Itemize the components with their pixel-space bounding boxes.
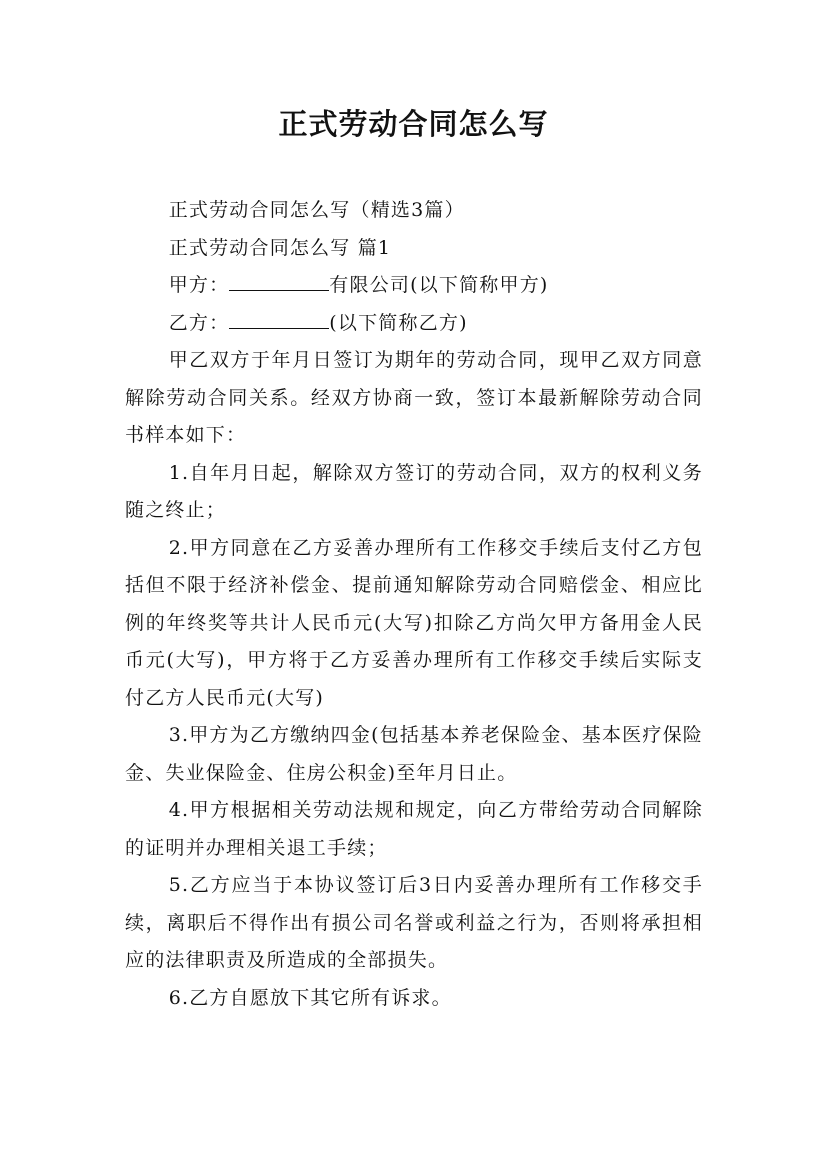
party-b-prefix: 乙方： — [168, 311, 230, 334]
intro-paragraph: 甲乙双方于年月日签订为期年的劳动合同，现甲乙双方同意解除劳动合同关系。经双方协商一致，签订本最新解除劳动合同书样本如下： — [125, 349, 703, 446]
clause-1: 1.自年月日起，解除双方签订的劳动合同，双方的权利义务随之终止； — [125, 461, 703, 521]
party-b-blank — [229, 310, 329, 329]
clause-2: 2.甲方同意在乙方妥善办理所有工作移交手续后支付乙方包括但不限于经济补偿金、提前通知解除劳动合同赔偿金、相应比例的年终奖等共计人民币元(大写)扣除乙方尚欠甲方备用金人民币元(大写)，甲方将于乙方妥善办理所有工作移交手续后实际支付乙方人民币元(大写) — [125, 536, 703, 709]
clause-5: 5.乙方应当于本协议签订后3日内妥善办理所有工作移交手续，离职后不得作出有损公司名誉或利益之行为，否则将承担相应的法律职责及所造成的全部损失。 — [125, 874, 703, 971]
clause-4: 4.甲方根据相关劳动法规和规定，向乙方带给劳动合同解除的证明并办理相关退工手续； — [125, 799, 703, 859]
clause-6: 6.乙方自愿放下其它所有诉求。 — [168, 986, 452, 1009]
clause-3: 3.甲方为乙方缴纳四金(包括基本养老保险金、基本医疗保险金、失业保险金、住房公积金)至年月日止。 — [125, 724, 703, 784]
party-b-line — [125, 305, 703, 343]
party-a-suffix: 有限公司(以下简称甲方) — [329, 274, 549, 296]
document-body — [125, 192, 703, 1017]
section-heading: 正式劳动合同怎么写 篇1 — [168, 236, 392, 259]
subtitle-line: 正式劳动合同怎么写（精选3篇） — [168, 199, 465, 221]
party-b-suffix: (以下简称乙方) — [329, 311, 468, 334]
party-a-blank — [229, 272, 329, 291]
document-title: 正式劳动合同怎么写 — [278, 107, 549, 141]
party-a-prefix: 甲方： — [168, 274, 230, 296]
party-a-line — [125, 267, 703, 305]
